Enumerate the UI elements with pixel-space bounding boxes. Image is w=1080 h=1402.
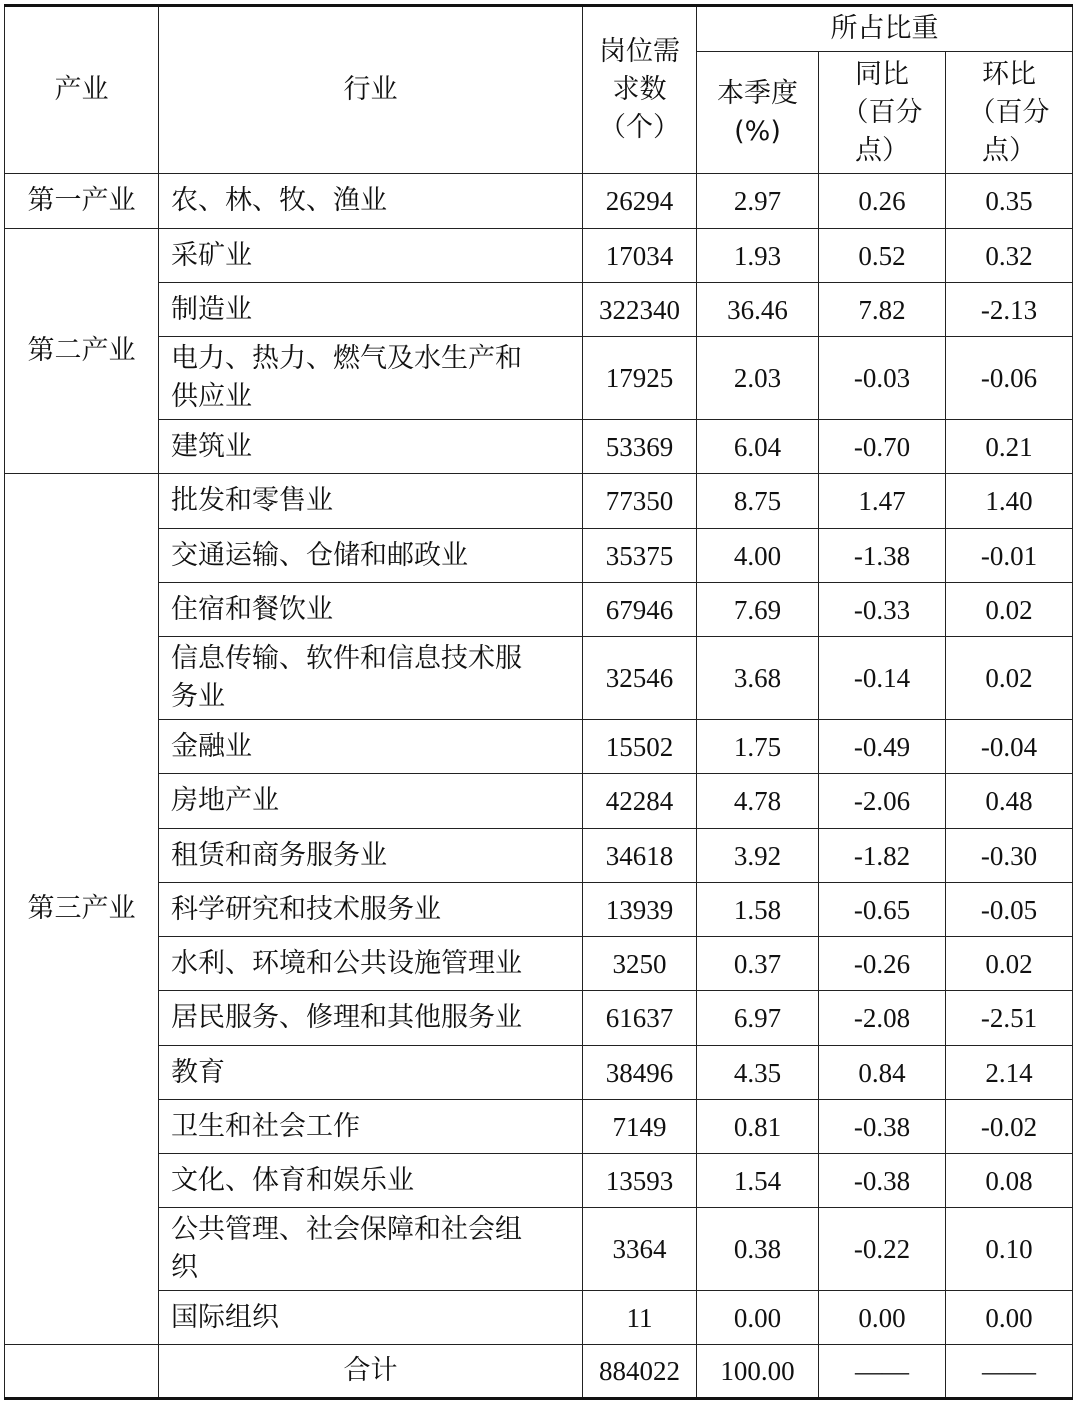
table-row [5, 420, 1073, 474]
yoy-cell: -0.70 [819, 420, 946, 474]
table-row [5, 637, 1073, 720]
industry-cell: 农、林、牧、渔业 [159, 174, 583, 229]
qoq-cell: 0.35 [946, 174, 1073, 229]
demand-cell: 61637 [583, 991, 697, 1046]
qoq-cell: 0.08 [946, 1154, 1073, 1208]
total-row [5, 1345, 1073, 1399]
qoq-cell: 0.00 [946, 1291, 1073, 1345]
yoy-cell: -2.06 [819, 774, 946, 829]
yoy-cell: -0.65 [819, 883, 946, 937]
sector-primary: 第一产业 [5, 174, 159, 229]
table-row [5, 1046, 1073, 1100]
share-cell: 1.93 [697, 229, 819, 283]
share-cell: 4.35 [697, 1046, 819, 1100]
demand-cell: 7149 [583, 1100, 697, 1154]
industry-cell: 建筑业 [159, 420, 583, 474]
yoy-cell: -1.38 [819, 529, 946, 583]
demand-cell: 67946 [583, 583, 697, 637]
yoy-cell: -0.49 [819, 720, 946, 774]
industry-cell: 制造业 [159, 283, 583, 337]
share-cell: 0.00 [697, 1291, 819, 1345]
header-this-quarter: 本季度 (%) [697, 52, 819, 174]
demand-cell: 13939 [583, 883, 697, 937]
table-row [5, 774, 1073, 829]
job-demand-table [4, 4, 1073, 1400]
qoq-cell: 0.02 [946, 937, 1073, 991]
industry-cell: 居民服务、修理和其他服务业 [159, 991, 583, 1046]
share-cell: 6.04 [697, 420, 819, 474]
header-share-group: 所占比重 [697, 6, 1073, 52]
yoy-cell: -2.08 [819, 991, 946, 1046]
industry-cell: 批发和零售业 [159, 474, 583, 529]
share-cell: 6.97 [697, 991, 819, 1046]
yoy-cell: 7.82 [819, 283, 946, 337]
industry-cell: 电力、热力、燃气及水生产和 供应业 [159, 337, 583, 420]
industry-cell: 房地产业 [159, 774, 583, 829]
total-yoy: —— [819, 1345, 946, 1399]
share-cell: 0.37 [697, 937, 819, 991]
industry-cell: 交通运输、仓储和邮政业 [159, 529, 583, 583]
yoy-cell: -0.33 [819, 583, 946, 637]
table-row [5, 1291, 1073, 1345]
industry-cell: 公共管理、社会保障和社会组 织 [159, 1208, 583, 1291]
yoy-cell: -1.82 [819, 829, 946, 883]
demand-cell: 322340 [583, 283, 697, 337]
yoy-cell: -0.38 [819, 1154, 946, 1208]
table-row [5, 991, 1073, 1046]
demand-cell: 42284 [583, 774, 697, 829]
share-cell: 0.38 [697, 1208, 819, 1291]
share-cell: 3.92 [697, 829, 819, 883]
qoq-cell: -0.04 [946, 720, 1073, 774]
demand-cell: 3364 [583, 1208, 697, 1291]
header-sector: 产业 [5, 6, 159, 174]
demand-cell: 38496 [583, 1046, 697, 1100]
yoy-cell: 0.52 [819, 229, 946, 283]
qoq-cell: -2.51 [946, 991, 1073, 1046]
demand-cell: 15502 [583, 720, 697, 774]
industry-cell: 科学研究和技术服务业 [159, 883, 583, 937]
demand-cell: 13593 [583, 1154, 697, 1208]
total-blank-cell [5, 1345, 159, 1399]
header-demand: 岗位需 求数 （个） [583, 6, 697, 174]
sector-secondary: 第二产业 [5, 229, 159, 474]
share-cell: 1.54 [697, 1154, 819, 1208]
yoy-cell: 0.00 [819, 1291, 946, 1345]
industry-cell: 水利、环境和公共设施管理业 [159, 937, 583, 991]
demand-cell: 26294 [583, 174, 697, 229]
share-cell: 4.78 [697, 774, 819, 829]
share-cell: 1.75 [697, 720, 819, 774]
qoq-cell: -2.13 [946, 283, 1073, 337]
industry-cell: 教育 [159, 1046, 583, 1100]
table-row [5, 1154, 1073, 1208]
industry-cell: 国际组织 [159, 1291, 583, 1345]
share-cell: 7.69 [697, 583, 819, 637]
qoq-cell: 0.10 [946, 1208, 1073, 1291]
qoq-cell: 0.21 [946, 420, 1073, 474]
total-qoq: —— [946, 1345, 1073, 1399]
industry-cell: 金融业 [159, 720, 583, 774]
table-row [5, 529, 1073, 583]
yoy-cell: -0.14 [819, 637, 946, 720]
qoq-cell: 0.02 [946, 583, 1073, 637]
header-industry: 行业 [159, 6, 583, 174]
industry-cell: 采矿业 [159, 229, 583, 283]
header-row-1 [5, 6, 1073, 52]
industry-cell: 住宿和餐饮业 [159, 583, 583, 637]
table-row [5, 720, 1073, 774]
qoq-cell: -0.05 [946, 883, 1073, 937]
demand-cell: 35375 [583, 529, 697, 583]
demand-cell: 34618 [583, 829, 697, 883]
total-share: 100.00 [697, 1345, 819, 1399]
yoy-cell: -0.38 [819, 1100, 946, 1154]
sector-tertiary: 第三产业 [5, 474, 159, 1345]
yoy-cell: 0.84 [819, 1046, 946, 1100]
qoq-cell: -0.02 [946, 1100, 1073, 1154]
table-row [5, 1100, 1073, 1154]
share-cell: 2.97 [697, 174, 819, 229]
share-cell: 3.68 [697, 637, 819, 720]
header-yoy: 同比 （百分 点） [819, 52, 946, 174]
industry-cell: 信息传输、软件和信息技术服 务业 [159, 637, 583, 720]
demand-cell: 53369 [583, 420, 697, 474]
demand-cell: 17925 [583, 337, 697, 420]
table-row [5, 337, 1073, 420]
table-row [5, 229, 1073, 283]
table-row [5, 583, 1073, 637]
qoq-cell: -0.01 [946, 529, 1073, 583]
total-label: 合计 [159, 1345, 583, 1399]
qoq-cell: -0.06 [946, 337, 1073, 420]
industry-cell: 卫生和社会工作 [159, 1100, 583, 1154]
yoy-cell: 1.47 [819, 474, 946, 529]
table-row [5, 283, 1073, 337]
header-qoq: 环比 （百分 点） [946, 52, 1073, 174]
qoq-cell: 1.40 [946, 474, 1073, 529]
table-row [5, 937, 1073, 991]
share-cell: 0.81 [697, 1100, 819, 1154]
demand-cell: 77350 [583, 474, 697, 529]
industry-cell: 租赁和商务服务业 [159, 829, 583, 883]
yoy-cell: 0.26 [819, 174, 946, 229]
demand-cell: 11 [583, 1291, 697, 1345]
qoq-cell: 0.48 [946, 774, 1073, 829]
qoq-cell: 2.14 [946, 1046, 1073, 1100]
qoq-cell: 0.32 [946, 229, 1073, 283]
table-row [5, 883, 1073, 937]
yoy-cell: -0.22 [819, 1208, 946, 1291]
qoq-cell: -0.30 [946, 829, 1073, 883]
table-row [5, 829, 1073, 883]
demand-cell: 17034 [583, 229, 697, 283]
share-cell: 1.58 [697, 883, 819, 937]
share-cell: 4.00 [697, 529, 819, 583]
demand-cell: 32546 [583, 637, 697, 720]
share-cell: 36.46 [697, 283, 819, 337]
share-cell: 2.03 [697, 337, 819, 420]
industry-cell: 文化、体育和娱乐业 [159, 1154, 583, 1208]
qoq-cell: 0.02 [946, 637, 1073, 720]
table-row [5, 174, 1073, 229]
total-demand: 884022 [583, 1345, 697, 1399]
table-row [5, 1208, 1073, 1291]
demand-cell: 3250 [583, 937, 697, 991]
share-cell: 8.75 [697, 474, 819, 529]
yoy-cell: -0.03 [819, 337, 946, 420]
table-row [5, 474, 1073, 529]
yoy-cell: -0.26 [819, 937, 946, 991]
